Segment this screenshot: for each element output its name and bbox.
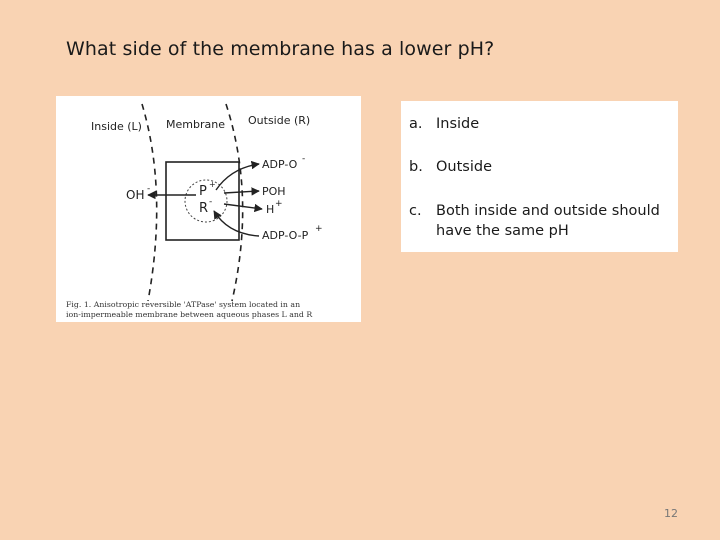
p-site: P [199, 184, 207, 199]
membrane-left-boundary [142, 104, 157, 301]
figure-caption-line2: ion-impermeable membrane between aqueous phases L and R [66, 310, 313, 319]
arrow-poh [224, 191, 259, 193]
question-title: What side of the membrane has a lower pH? [66, 38, 495, 60]
label-outside: Outside (R) [248, 114, 311, 127]
label-membrane: Membrane [166, 118, 225, 131]
figure-caption-line1: Fig. 1. Anisotropic reversible 'ATPase' system located in an [66, 300, 301, 309]
adp-o-species: ADP-O [262, 158, 298, 171]
page-number: 12 [664, 507, 678, 520]
membrane-diagram [56, 96, 361, 322]
h-species: H [266, 203, 275, 216]
option-letter: a. [409, 116, 423, 132]
r-charge: - [209, 197, 213, 207]
adp-o-p-species: ADP-O-P [262, 229, 309, 242]
answer-options [401, 101, 678, 252]
option-letter: b. [409, 159, 423, 175]
adp-o-p-charge: + [315, 224, 323, 234]
label-inside: Inside (L) [91, 120, 142, 133]
arrow-adp-o [216, 164, 259, 190]
option-letter: c. [409, 203, 422, 219]
oh-ion: OH [126, 188, 145, 202]
arrow-adp-o-p [214, 211, 259, 236]
p-charge: + [209, 180, 216, 189]
membrane-diagram-svg [56, 96, 361, 322]
r-site: R [199, 201, 209, 216]
option-text: Outside [436, 159, 492, 175]
membrane-right-boundary [226, 104, 243, 301]
option-c[interactable] [409, 201, 671, 241]
option-text: Both inside and outside should have the same pH [436, 203, 660, 239]
option-b[interactable] [409, 157, 671, 177]
poh-species: POH [262, 185, 286, 198]
oh-charge: - [147, 184, 151, 194]
option-a[interactable] [409, 114, 671, 134]
adp-o-charge: - [302, 154, 306, 164]
h-charge: + [275, 199, 283, 209]
option-text: Inside [436, 116, 480, 132]
